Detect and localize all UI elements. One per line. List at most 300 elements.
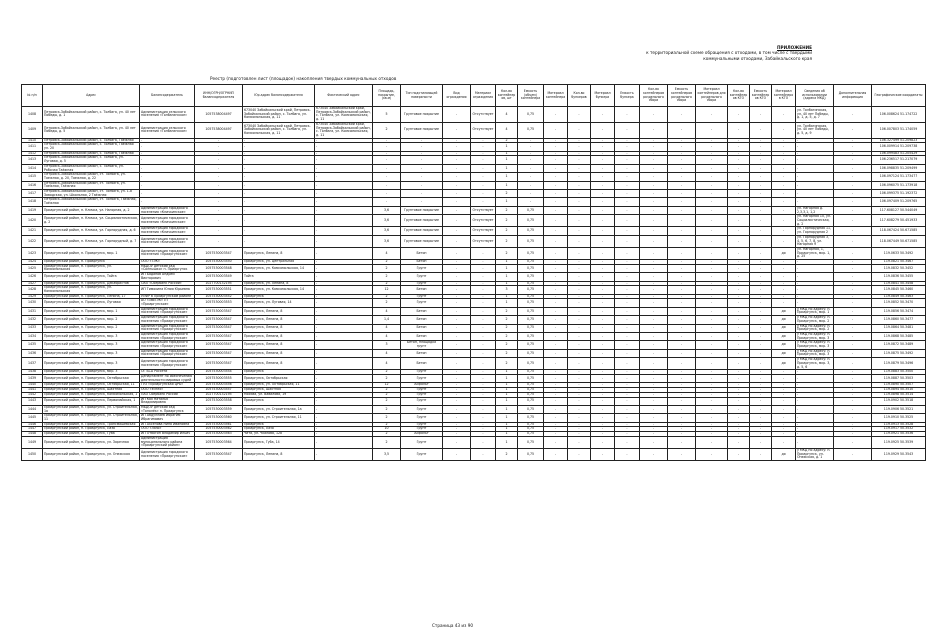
table-cell: - — [591, 414, 615, 422]
table-cell: - — [591, 324, 615, 332]
table-cell: - — [772, 198, 796, 206]
table-cell: - — [443, 190, 471, 198]
table-cell: - — [591, 107, 615, 123]
table-cell: - — [796, 388, 834, 393]
table-cell: - — [615, 143, 640, 151]
table-cell: - — [750, 341, 772, 349]
table-cell: 2 — [496, 324, 518, 332]
table-cell: - — [615, 299, 640, 307]
table-row — [22, 299, 926, 307]
table-cell: 119.0910 50.3525 — [872, 414, 926, 422]
table-cell: - — [750, 307, 772, 315]
table-cell: - — [834, 432, 872, 437]
table-cell: - — [615, 173, 640, 181]
table-cell: 4 — [373, 307, 401, 315]
table-cell: - — [591, 397, 615, 405]
table-cell: - — [544, 388, 568, 393]
table-cell: - — [471, 264, 496, 272]
table-cell: Приаргунский район, п. Приаргунск, Ленина, 17 — [43, 294, 140, 299]
table-cell: - — [750, 432, 772, 437]
table-cell: - — [443, 215, 471, 227]
table-cell: - — [615, 151, 640, 156]
table-cell: - — [696, 405, 728, 413]
table-cell: 1417 — [22, 190, 43, 198]
table-cell: Бетон — [401, 260, 443, 265]
table-cell: - — [750, 215, 772, 227]
table-cell: - — [140, 151, 195, 156]
table-cell: - — [518, 181, 544, 189]
column-header: Кол-во бункеров — [568, 85, 591, 107]
table-cell: 1057530003559 — [195, 405, 243, 413]
table-cell: - — [568, 286, 591, 294]
table-cell: Приаргунск — [243, 370, 315, 375]
table-cell: 1432 — [22, 316, 43, 324]
table-cell: - — [750, 405, 772, 413]
table-cell: - — [518, 164, 544, 172]
table-cell: 10 — [373, 427, 401, 432]
table-cell: - — [834, 332, 872, 340]
table-cell: - — [443, 392, 471, 397]
table-cell: Грунт — [401, 370, 443, 375]
table-cell: 119.0849 50.3463 — [872, 294, 926, 299]
table-cell: - — [471, 273, 496, 281]
table-cell: - — [640, 206, 668, 214]
table-cell: - — [544, 299, 568, 307]
table-cell: 1440 — [22, 383, 43, 388]
table-cell: Петровск-Забайкальский район, с. Толбага, ул. Луговая, д. 5 — [43, 156, 140, 164]
table-cell: - — [568, 316, 591, 324]
table-cell: - — [443, 332, 471, 340]
table-cell: 1426 — [22, 273, 43, 281]
table-cell: - — [796, 156, 834, 164]
table-cell: 106.327499 51.209823 — [872, 138, 926, 143]
table-cell: 1408 — [22, 107, 43, 123]
table-cell: Петровск-Забайкальский район, ст. Толбага, ул. Таежная, Таёжная — [43, 181, 140, 189]
table-cell: - — [544, 307, 568, 315]
table-cell: - — [315, 215, 373, 227]
table-cell: - — [834, 107, 872, 123]
table-cell: 1 — [496, 427, 518, 432]
table-cell: 1057530003562 — [195, 427, 243, 432]
table-cell: - — [568, 138, 591, 143]
table-cell: Петровск-Забайкальский район, ст. Толбага, ул. 1-я Заводская, ул. Школьная, 2 Таёжная — [43, 190, 140, 198]
table-cell: - — [615, 448, 640, 460]
table-cell: - — [796, 264, 834, 272]
table-cell: ИП Тимохина Юлия Юрьевна — [140, 286, 195, 294]
table-cell: Петровск-Забайкальский район, ст. Толбага, Таёжная, Таёжная — [43, 198, 140, 206]
table-cell: - — [591, 286, 615, 294]
table-cell: - — [696, 432, 728, 437]
table-cell: 0,75 — [518, 247, 544, 259]
table-cell: 119.0821 50.3467 — [872, 260, 926, 265]
appendix-block — [542, 45, 812, 61]
table-cell: - — [591, 448, 615, 460]
table-cell: - — [772, 422, 796, 427]
table-cell: - — [615, 281, 640, 286]
table-cell: - — [750, 151, 772, 156]
table-cell: 1409 — [22, 122, 43, 138]
column-header: Емкость контейнеров КГО — [750, 85, 772, 107]
table-cell: - — [772, 206, 796, 214]
table-cell: - — [615, 436, 640, 448]
table-cell: - — [640, 392, 668, 397]
table-cell: - — [796, 281, 834, 286]
table-cell: - — [728, 316, 750, 324]
table-cell: - — [668, 151, 696, 156]
table-cell: - — [591, 388, 615, 393]
table-cell: - — [640, 427, 668, 432]
table-cell: - — [772, 215, 796, 227]
table-cell: - — [640, 190, 668, 198]
table-cell: 1057530003550 — [195, 260, 243, 265]
table-row — [22, 349, 926, 357]
table-cell: Приаргунский район, п. Приаргунск, ул. Онежская — [43, 448, 140, 460]
table-cell: - — [315, 414, 373, 422]
table-cell: 119.0633 50.3492 — [872, 247, 926, 259]
table-cell: 1057530003553 — [195, 299, 243, 307]
table-cell: - — [640, 341, 668, 349]
table-cell: 0,75 — [518, 341, 544, 349]
table-cell: - — [750, 294, 772, 299]
table-cell: - — [728, 432, 750, 437]
appendix-line: коммунальными отходами, Забайкальского края — [703, 55, 812, 61]
table-cell: 2 — [496, 138, 518, 143]
table-cell: - — [696, 324, 728, 332]
table-cell: - — [615, 138, 640, 143]
column-header: Кол-во контейнеров раздельного сбора — [640, 85, 668, 107]
table-cell: Приаргунский район, п. Приаргунск, мкр. 2 — [43, 324, 140, 332]
table-cell: - — [668, 227, 696, 235]
table-cell: - — [195, 215, 243, 227]
table-cell: - — [471, 173, 496, 181]
table-cell: ИП Баданов Андрей Викторович — [140, 273, 195, 281]
table-cell: Асфальт — [401, 383, 443, 388]
table-cell: Грунт — [401, 422, 443, 427]
table-cell: 119.0929 50.3543 — [872, 448, 926, 460]
table-cell: - — [568, 397, 591, 405]
table-row — [22, 215, 926, 227]
table-cell: - — [443, 247, 471, 259]
table-cell: 4 — [373, 324, 401, 332]
table-cell: - — [615, 397, 640, 405]
table-cell: Приаргунск, Ленина, 8 — [243, 316, 315, 324]
table-cell: - — [750, 181, 772, 189]
table-cell: - — [195, 206, 243, 214]
table-cell: - — [668, 235, 696, 247]
table-cell: - — [443, 397, 471, 405]
table-cell: 1436 — [22, 349, 43, 357]
table-cell: 106.099483 51.205429 — [872, 151, 926, 156]
table-cell: 1057530003563 — [195, 432, 243, 437]
table-cell: 1439 — [22, 375, 43, 383]
table-cell: ул. Толбагинская, ул. 40 лет Победы, д. 1, д. 5, д. 7 — [796, 107, 834, 123]
table-cell: - — [640, 349, 668, 357]
table-cell: у МКД по адресу: п. Приаргунск, мкр. 1 — [796, 307, 834, 315]
table-cell: АО «ЗабТЭК» ЛТ «Приаргунское» — [140, 299, 195, 307]
table-cell: ОАО «Сбербанк России» — [140, 281, 195, 286]
table-cell: - — [373, 143, 401, 151]
table-cell: - — [728, 264, 750, 272]
table-cell: - — [373, 151, 401, 156]
table-cell: - — [315, 198, 373, 206]
table-cell: 4 — [373, 358, 401, 370]
table-cell: - — [544, 405, 568, 413]
table-cell: - — [772, 190, 796, 198]
table-cell: у МКД по адресу: п. Приаргунск, мкр. 2 — [796, 324, 834, 332]
table-cell: 3,6 — [373, 235, 401, 247]
table-cell: - — [315, 156, 373, 164]
table-cell: 12 — [373, 383, 401, 388]
table-cell: - — [373, 164, 401, 172]
table-cell: Приаргунск, Ленина, 8 — [243, 247, 315, 259]
table-cell: - — [568, 375, 591, 383]
table-cell: - — [668, 341, 696, 349]
table-cell: 2 — [373, 122, 401, 138]
table-cell: - — [668, 260, 696, 265]
table-cell: - — [315, 324, 373, 332]
table-cell: - — [750, 422, 772, 427]
column-header: Географические координаты — [872, 85, 926, 107]
table-cell: - — [728, 273, 750, 281]
table-cell: 2 — [373, 422, 401, 427]
table-cell: - — [640, 432, 668, 437]
table-cell: - — [796, 294, 834, 299]
table-cell: - — [544, 397, 568, 405]
table-cell: - — [443, 448, 471, 460]
table-cell: 0,75 — [518, 427, 544, 432]
table-cell: - — [728, 173, 750, 181]
table-cell: - — [834, 392, 872, 397]
table-cell: - — [615, 383, 640, 388]
table-cell: - — [615, 422, 640, 427]
table-cell: Приаргунск, Ленина, 8 — [243, 358, 315, 370]
table-cell: - — [615, 164, 640, 172]
table-cell: - — [615, 122, 640, 138]
table-cell: - — [591, 307, 615, 315]
table-cell: - — [640, 414, 668, 422]
table-cell: - — [750, 206, 772, 214]
table-cell: Бетон — [401, 358, 443, 370]
column-header: Материал ограждения — [471, 85, 496, 107]
table-cell: - — [750, 235, 772, 247]
table-cell: Приаргунский район, п. Приаргунск, ул. Строительная, 1а — [44, 404, 138, 413]
table-cell: - — [696, 190, 728, 198]
table-row — [22, 286, 926, 294]
table-cell: - — [315, 316, 373, 324]
table-cell: - — [243, 235, 315, 247]
table-cell: - — [834, 264, 872, 272]
table-cell: - — [696, 260, 728, 265]
table-cell: - — [568, 383, 591, 388]
table-cell: 1057530003547 — [195, 448, 243, 460]
table-cell: - — [591, 341, 615, 349]
table-cell: 106.097124 51.173477 — [872, 173, 926, 181]
table-cell: - — [834, 436, 872, 448]
table-cell: - — [443, 156, 471, 164]
table-cell: Приаргунский район, п. Приаргунск, Лазо — [43, 427, 140, 432]
table-cell: Петровск-Забайкальский район, с. Толбага, ул. 40 лет Победы, д. 5 — [43, 122, 140, 138]
table-cell: - — [591, 227, 615, 235]
table-cell: Приаргунский район, п. Приаргунск, Комсомольская, 1 — [43, 392, 140, 397]
table-cell: - — [696, 332, 728, 340]
table-cell: 1433 — [22, 324, 43, 332]
table-cell: 2 — [373, 273, 401, 281]
table-cell: 119.0917 50.3532 — [872, 427, 926, 432]
table-cell: - — [544, 164, 568, 172]
table-cell: - — [834, 156, 872, 164]
table-cell: Грунт — [401, 414, 443, 422]
table-cell: 119.0890 50.3507 — [872, 383, 926, 388]
table-cell: ул. Горнорудная 11, ул. Горнорудная 2 — [796, 227, 834, 235]
table-cell: - — [728, 397, 750, 405]
table-cell: - — [544, 235, 568, 247]
table-cell: - — [750, 349, 772, 357]
table-cell: - — [696, 156, 728, 164]
table-cell: - — [568, 181, 591, 189]
table-cell: - — [591, 358, 615, 370]
table-cell: 1 — [496, 405, 518, 413]
table-cell: Приаргунск, ул. Комсомольская, 14 — [243, 264, 315, 272]
table-cell: 119.0887 50.3503 — [872, 375, 926, 383]
table-cell: - — [668, 405, 696, 413]
table-cell: 0,75 — [518, 264, 544, 272]
table-cell: - — [140, 198, 195, 206]
table-cell: Приаргунск, ул. Центральная — [243, 260, 315, 265]
table-cell: Приаргунский район, п. Кличка, ул. Горнорудный, д. 7 — [43, 235, 140, 247]
table-cell: Бетон, площадка грунт — [401, 341, 443, 349]
table-cell: Петровск-Забайкальский район, с. Толбага, Таёжная ул. 20 — [43, 143, 140, 151]
table-cell: ПАО Сбербанк России — [140, 392, 195, 397]
table-cell: - — [315, 392, 373, 397]
table-cell: Приаргунск, Ленина, 8 — [243, 324, 315, 332]
table-cell: Приаргунск, Ленина, 8 — [243, 448, 315, 460]
table-cell: - — [315, 405, 373, 413]
table-cell: - — [315, 370, 373, 375]
table-cell: - — [796, 299, 834, 307]
table-cell: ул. Толбагинская, ул. 40 лет Победы, д. 5, д. 9 — [796, 122, 834, 138]
table-cell: - — [668, 122, 696, 138]
table-cell: - — [544, 190, 568, 198]
table-cell: - — [750, 156, 772, 164]
table-cell: - — [696, 383, 728, 388]
table-cell: 1 — [496, 143, 518, 151]
table-cell: - — [696, 294, 728, 299]
table-cell: 1 — [496, 299, 518, 307]
table-cell: - — [544, 358, 568, 370]
table-cell: 0,75 — [518, 206, 544, 214]
table-cell: - — [728, 206, 750, 214]
table-cell: 106.236517 51.217079 — [872, 156, 926, 164]
table-cell: 2 — [496, 190, 518, 198]
table-cell: - — [668, 349, 696, 357]
table-cell: - — [728, 281, 750, 286]
table-cell: - — [243, 151, 315, 156]
table-cell: 1450 — [22, 448, 43, 460]
table-cell: Грунт — [401, 448, 443, 460]
table-cell: - — [640, 370, 668, 375]
table-cell: МБДОУ детский сад «Тополёк» п. Приаргунск — [140, 405, 195, 413]
table-cell: Грунт — [401, 427, 443, 432]
table-cell: - — [471, 436, 496, 448]
table-cell: - — [471, 156, 496, 164]
table-cell: 1057530003547 — [195, 324, 243, 332]
table-cell: - — [728, 436, 750, 448]
table-cell: 1 — [496, 392, 518, 397]
table-cell: - — [443, 432, 471, 437]
table-cell: Приаргунский район, п. Приаргунск, мкр. 1 — [43, 307, 140, 315]
table-cell: - — [568, 392, 591, 397]
table-cell: - — [591, 143, 615, 151]
table-cell: - — [544, 264, 568, 272]
table-cell: - — [443, 307, 471, 315]
table-cell: - — [668, 173, 696, 181]
table-cell: - — [591, 247, 615, 259]
table-cell: Приаргунск, ул. Луговая, 14 — [243, 299, 315, 307]
table-cell: у МКД по адресу: п. Приаргунск, ул. Онежская, д. 1 — [796, 448, 834, 460]
table-cell: - — [568, 143, 591, 151]
table-cell: - — [834, 247, 872, 259]
table-cell: - — [443, 324, 471, 332]
table-cell: - — [640, 181, 668, 189]
table-cell: - — [315, 358, 373, 370]
table-cell: - — [728, 427, 750, 432]
table-cell: - — [696, 422, 728, 427]
table-cell: - — [772, 436, 796, 448]
table-cell: 3,6 — [373, 206, 401, 214]
table-cell: 1 — [496, 198, 518, 206]
table-cell: - — [796, 181, 834, 189]
table-cell: - — [401, 173, 443, 181]
table-cell: - — [668, 448, 696, 460]
table-cell: 1425 — [22, 264, 43, 272]
table-cell: 0,75 — [518, 307, 544, 315]
table-cell: - — [834, 388, 872, 393]
table-cell: - — [471, 164, 496, 172]
table-cell: Чита, ул. Чкалова, 12а — [243, 432, 315, 437]
table-cell: - — [728, 286, 750, 294]
table-cell: - — [696, 215, 728, 227]
table-cell: - — [243, 181, 315, 189]
table-cell: - — [315, 448, 373, 460]
table-cell: - — [568, 299, 591, 307]
table-cell: 1438 — [22, 370, 43, 375]
table-cell: - — [544, 432, 568, 437]
table-cell: - — [443, 370, 471, 375]
table-cell: - — [544, 294, 568, 299]
table-cell: 673040 Забайкальский край, Петровск-Забайкальский район, с. Толбага, ул. Комсомольская, д. 11 — [243, 122, 315, 138]
table-cell: 0,75 — [518, 422, 544, 427]
table-cell: 119.0921 50.3536 — [872, 432, 926, 437]
table-cell: 2 — [373, 264, 401, 272]
table-cell: ул. Нагорная, 1, Приаргунск, мкр. 1, д. 25 — [796, 247, 834, 259]
table-cell: 0,75 — [518, 388, 544, 393]
table-cell: - — [615, 349, 640, 357]
table-cell: Приаргунск, Ленина, 8 — [243, 341, 315, 349]
table-row — [22, 436, 926, 448]
table-cell: - — [668, 299, 696, 307]
table-cell: - — [544, 122, 568, 138]
table-cell: - — [615, 405, 640, 413]
table-cell: - — [544, 281, 568, 286]
table-cell: - — [568, 273, 591, 281]
table-cell: - — [772, 107, 796, 123]
table-cell: - — [591, 190, 615, 198]
table-cell: - — [443, 316, 471, 324]
table-cell: - — [750, 138, 772, 143]
table-cell: - — [471, 341, 496, 349]
table-cell: ИП Аксенова Нина Ивановна — [140, 422, 195, 427]
table-cell: 1057538004497 — [195, 122, 243, 138]
